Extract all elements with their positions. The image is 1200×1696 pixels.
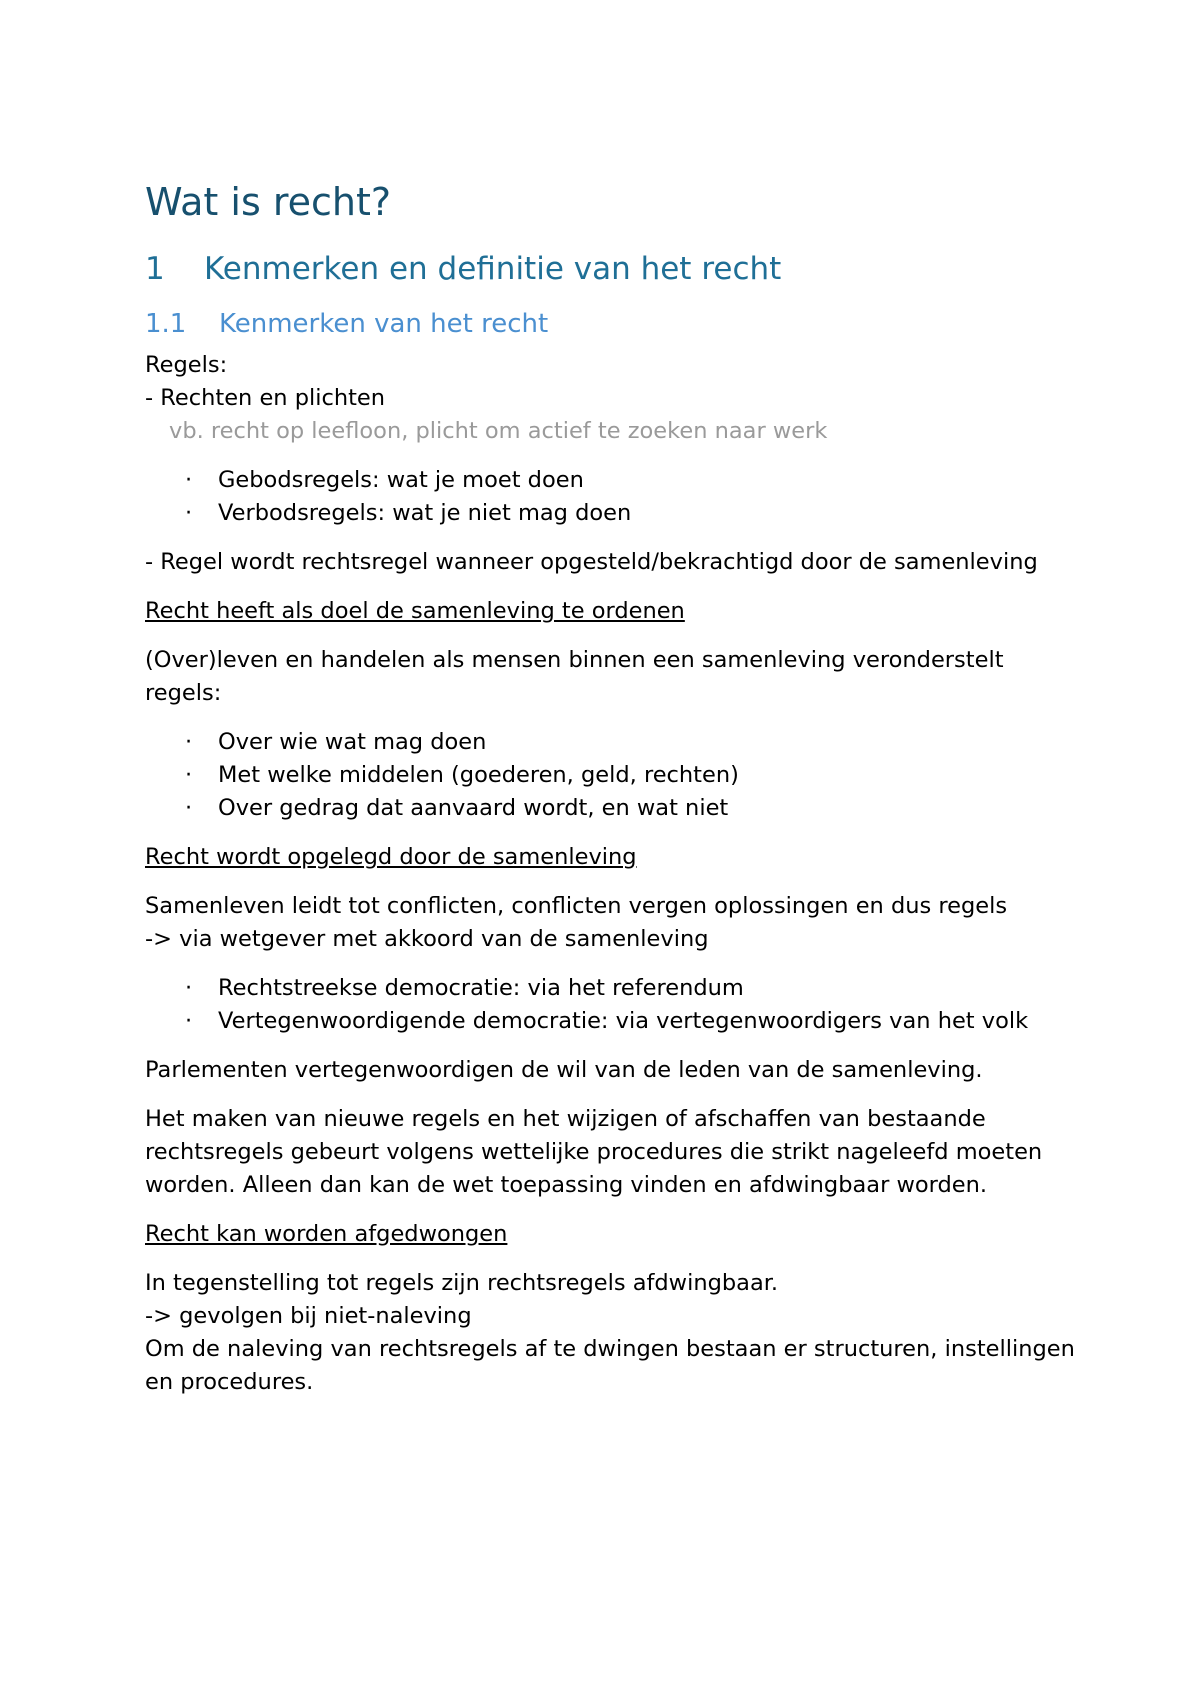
democracy-list <box>145 972 1080 1038</box>
heading-1-1 <box>145 307 1080 341</box>
afgedwongen-heading: Recht kan worden afgedwongen <box>145 1221 508 1247</box>
rechten-plichten: - Rechten en plichten <box>145 385 386 411</box>
bullet-icon: · <box>185 729 193 755</box>
heading-1-number: 1 <box>145 251 165 287</box>
samenleven-paragraph: Samenleven leidt tot conflicten, conflicten vergen oplossingen en dus regels <box>145 893 1008 919</box>
document-page <box>145 178 1080 1415</box>
list-item: · Vertegenwoordigende democratie: via vertegenwoordigers van het volk <box>145 1005 1080 1038</box>
rechtsregel-paragraph: - Regel wordt rechtsregel wanneer opgesteld/bekrachtigd door de samenleving <box>145 549 1038 575</box>
opgelegd-heading: Recht wordt opgelegd door de samenleving <box>145 844 637 870</box>
list-item: · Over gedrag dat aanvaard wordt, en wat niet <box>145 792 1080 825</box>
parlementen-paragraph: Parlementen vertegenwoordigen de wil van de leden van de samenleving. <box>145 1057 983 1083</box>
heading-1-text: Kenmerken en definitie van het recht <box>204 251 782 287</box>
maken-paragraph: Het maken van nieuwe regels en het wijzigen of afschaffen van bestaande rechtsregels gebeurt volgens wettelijke procedures die strikt nageleefd moeten worden. Alleen dan kan de wet toepassing vinden en afdwingbaar worden. <box>145 1106 1043 1198</box>
bullet-icon: · <box>185 500 193 526</box>
tegenstelling-line: In tegenstelling tot regels zijn rechtsregels afdwingbaar. <box>145 1270 779 1296</box>
heading-1 <box>145 249 1080 289</box>
document-title: Wat is recht? <box>145 180 392 224</box>
rules-about-list <box>145 726 1080 825</box>
naleving-paragraph: Om de naleving van rechtsregels af te dwingen bestaan er structuren, instellingen en procedures. <box>145 1336 1075 1395</box>
bullet-icon: · <box>185 762 193 788</box>
overleven-paragraph: (Over)leven en handelen als mensen binnen een samenleving veronderstelt regels: <box>145 647 1004 706</box>
heading-1-1-text: Kenmerken van het recht <box>219 309 549 339</box>
list-item: · Over wie wat mag doen <box>145 726 1080 759</box>
heading-1-1-number: 1.1 <box>145 309 187 339</box>
example-text: vb. recht op leefloon, plicht om actief te zoeken naar werk <box>169 418 828 444</box>
list-item: · Met welke middelen (goederen, geld, rechten) <box>145 759 1080 792</box>
bullet-icon: · <box>185 1008 193 1034</box>
list-item: · Verbodsregels: wat je niet mag doen <box>145 497 1080 530</box>
via-wetgever-line: -> via wetgever met akkoord van de samenleving <box>145 926 709 952</box>
regels-label: Regels: <box>145 352 228 378</box>
list-item: · Gebodsregels: wat je moet doen <box>145 464 1080 497</box>
bullet-icon: · <box>185 467 193 493</box>
bullet-icon: · <box>185 975 193 1001</box>
ordenen-heading: Recht heeft als doel de samenleving te ordenen <box>145 598 685 624</box>
bullet-icon: · <box>185 795 193 821</box>
gevolgen-line: -> gevolgen bij niet-naleving <box>145 1303 472 1329</box>
rule-types-list <box>145 464 1080 530</box>
list-item: · Rechtstreekse democratie: via het referendum <box>145 972 1080 1005</box>
